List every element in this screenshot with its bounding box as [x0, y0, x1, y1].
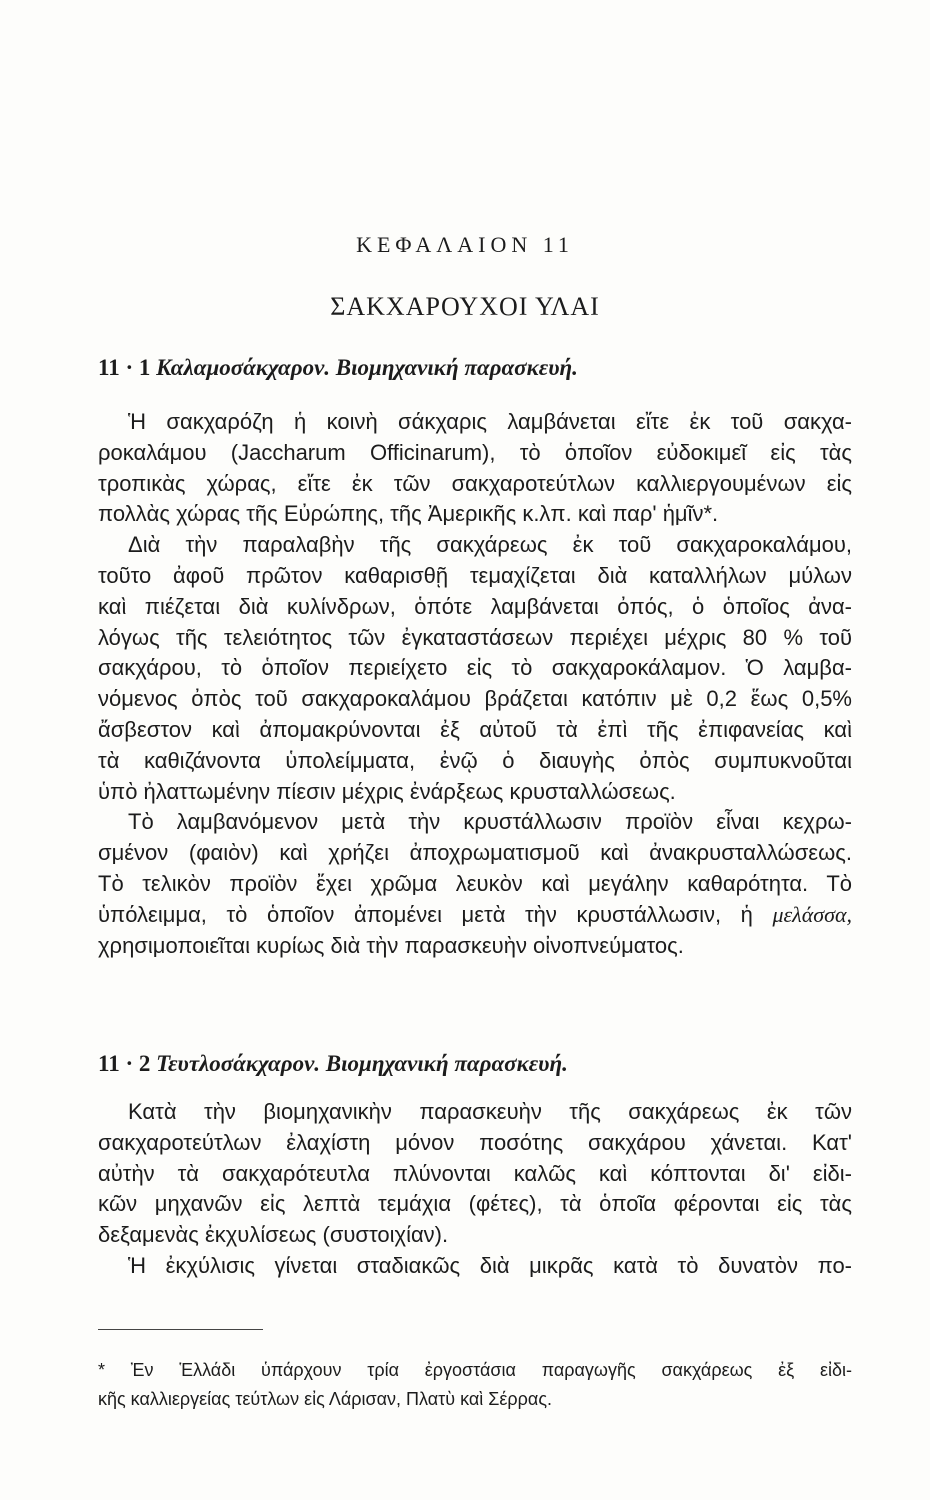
text-line: ροκαλάμου (Jaccharum Officinarum), τὸ ὁποῖον εὐδοκιμεῖ εἰς τὰς: [98, 439, 852, 465]
text-line: χρησιμοποιεῖται κυρίως διὰ τὴν παρασκευὴν οἰνοπνεύματος.: [98, 932, 684, 958]
footnote-divider: [98, 1329, 263, 1330]
text-line: τὰ καθιζάνοντα ὑπολείμματα, ἐνῷ ὁ διαυγὴς ὀπὸς συμπυκνοῦται: [98, 747, 852, 773]
text-line-with-term: [98, 900, 852, 931]
text-fragment: ὑπόλειμμα, τὸ ὁποῖον ἀπομένει μετὰ τὴν κρυστάλλωσιν, ἡ: [98, 901, 753, 927]
text-line: ὑπὸ ἠλαττωμένην πίεσιν μέχρις ἐνάρξεως κρυσταλλώσεως.: [98, 778, 676, 804]
text-line: ἄσβεστον καὶ ἀπομακρύνονται ἐξ αὐτοῦ τὰ ἐπὶ τῆς ἐπιφανείας καὶ: [98, 716, 852, 742]
text-line: πολλὰς χώρας τῆς Εὐρώπης, τῆς Ἀμερικῆς κ.λπ. καὶ παρ' ἡμῖν*.: [98, 501, 719, 527]
section-number: 11 · 1: [98, 355, 151, 380]
section-number: 11 · 2: [98, 1051, 151, 1076]
text-line: λόγως τῆς τελειότητος τῶν ἐγκαταστάσεων περιέχει μέχρις 80 % τοῦ: [98, 624, 852, 650]
text-line: Διὰ τὴν παραλαβὴν τῆς σακχάρεως ἐκ τοῦ σακχαροκαλάμου,: [128, 532, 852, 558]
text-line: αὐτὴν τὰ σακχαρότευτλα πλύνονται καλῶς καὶ κόπτονται δι' εἰδι-: [98, 1160, 852, 1186]
text-line: καὶ πιέζεται διὰ κυλίνδρων, ὁπότε λαμβάνεται ὀπός, ὁ ὁποῖος ἀνα-: [98, 593, 852, 619]
text-line: κῶν μηχανῶν εἰς λεπτὰ τεμάχια (φέτες), τὰ ὁποῖα φέρονται εἰς τὰς: [98, 1191, 852, 1217]
text-line: Τὸ τελικὸν προϊὸν ἔχει χρῶμα λευκὸν καὶ μεγάλην καθαρότητα. Τὸ: [98, 870, 852, 896]
text-line: σακχαροτεύτλων ἐλαχίστη μόνον ποσότης σακχάρου χάνεται. Κατ': [98, 1129, 852, 1155]
text-line: δεξαμενὰς ἐκχυλίσεως (συστοιχίαν).: [98, 1222, 449, 1248]
section-11-1-body: [98, 407, 852, 961]
footnote-line: * Ἐν Ἑλλάδι ὑπάρχουν τρία ἐργοστάσια παραγωγῆς σακχάρεως ἐξ εἰδι-: [98, 1360, 852, 1380]
text-line: Κατὰ τὴν βιομηχανικὴν παρασκευὴν τῆς σακχάρεως ἐκ τῶν: [128, 1099, 852, 1124]
section-heading-11-2: [98, 1051, 850, 1077]
text-line: τοῦτο ἀφοῦ πρῶτον καθαρισθῇ τεμαχίζεται διὰ καταλλήλων μύλων: [98, 562, 852, 588]
text-line: Ἡ ἐκχύλισις γίνεται σταδιακῶς διὰ μικρᾶς κατὰ τὸ δυνατὸν πο-: [128, 1252, 852, 1278]
section-title: Καλαμοσάκχαρον. Βιομηχανική παρασκευή.: [156, 355, 578, 380]
text-line: τροπικὰς χώρας, εἴτε ἐκ τῶν σακχαροτεύτλων καλλιεργουμένων εἰς: [98, 470, 852, 496]
text-line: Ἡ σακχαρόζη ἡ κοινὴ σάκχαρις λαμβάνεται εἴτε ἐκ τοῦ σακχα-: [128, 409, 852, 434]
section-title: Τευτλοσάκχαρον. Βιομηχανική παρασκευή.: [156, 1051, 568, 1076]
text-line: νόμενος ὀπὸς τοῦ σακχαροκαλάμου βράζεται κατόπιν μὲ 0,2 ἕως 0,5%: [98, 686, 852, 712]
text-line: Τὸ λαμβανόμενον μετὰ τὴν κρυστάλλωσιν προϊὸν εἶναι κεχρω-: [128, 809, 852, 835]
section-11-2-body: [98, 1097, 852, 1282]
footnote: [98, 1356, 852, 1414]
chapter-label: ΚΕΦΑΛΑΙΟΝ 11: [356, 232, 574, 257]
footnote-line: κῆς καλλιεργείας τεύτλων εἰς Λάρισαν, Πλατὺ καὶ Σέρρας.: [98, 1389, 552, 1409]
text-line: σακχάρου, τὸ ὁποῖον περιείχετο εἰς τὸ σακχαροκάλαμον. Ὁ λαμβα-: [98, 655, 852, 681]
text-line: σμένον (φαιὸν) καὶ χρήζει ἀποχρωματισμοῦ καὶ ἀνακρυσταλλώσεως.: [98, 840, 852, 866]
chapter-title: ΣΑΚΧΑΡΟΥΧΟΙ ΥΛΑΙ: [330, 292, 600, 321]
section-heading-11-1: [98, 355, 850, 381]
italic-term: μελάσσα,: [772, 901, 852, 927]
